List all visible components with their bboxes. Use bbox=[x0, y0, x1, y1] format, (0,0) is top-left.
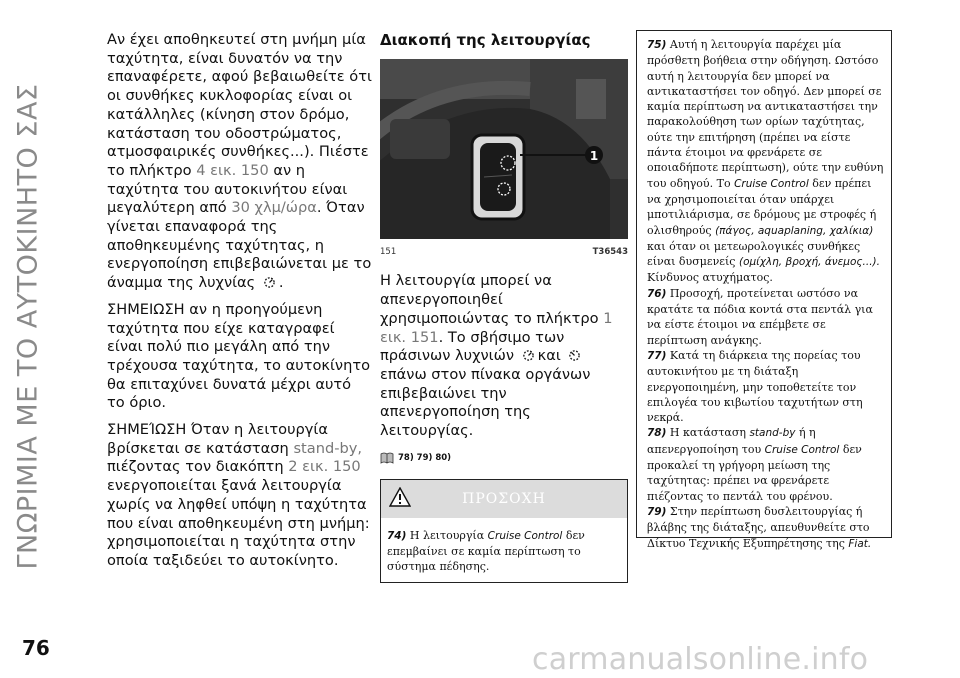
cruise-control-lamp-icon bbox=[262, 276, 277, 288]
figure-reference: 4 εικ. 150 bbox=[196, 161, 269, 179]
paragraph-note-previous-speed: ΣΗΜΕΙΩΣΗ αν η προηγούμενη ταχύτητα που είχε καταγραφεί είναι πολύ πιο μεγάλη από την τρέχουσα ταχύτητα, το αυτοκίνητο θα επιταχύνει δυνατά μέχρι αυτό το όριο. bbox=[107, 300, 371, 412]
text-span: Cruise Control bbox=[487, 530, 563, 543]
callout-number: 1 bbox=[589, 148, 599, 163]
text-span: ή η απενεργοποίηση του bbox=[647, 426, 816, 456]
note-75 bbox=[647, 37, 885, 286]
text-span: πιέζοντας τον διακόπτη bbox=[107, 458, 289, 476]
text-span: ΣΗΜΕΊΩΣΗ Όταν η λειτουργία βρίσκεται σε κατάσταση bbox=[107, 421, 328, 457]
column-2 bbox=[380, 31, 628, 583]
text-span: και όταν οι μετεωρολογικές συνθήκες είναι δυσμενείς bbox=[647, 239, 861, 269]
warning-body bbox=[381, 518, 627, 582]
side-chapter-title bbox=[8, 16, 48, 636]
speed-value: 30 χλμ/ώρα bbox=[231, 199, 317, 217]
text-span: Προσοχή, προτείνεται ωστόσο να κρατάτε τα πόδια κοντά στα πεντάλ για να είστε έτοιμοι να επέμβετε σε περίπτωση ανάγκης. bbox=[647, 286, 873, 347]
text-span: stand-by bbox=[749, 427, 796, 440]
notes-box bbox=[636, 30, 892, 550]
text-span: δεν επεμβαίνει σε καμία περίπτωση το σύστημα πέδησης. bbox=[387, 529, 585, 574]
side-title-text: ΓΝΩΡΙΜΙΑ ΜΕ ΤΟ ΑΥΤΟΚΙΝΗΤΟ ΣΑΣ bbox=[12, 83, 44, 569]
text-span: Η λειτουργία bbox=[406, 529, 488, 543]
text-span: Cruise Control bbox=[734, 177, 809, 190]
figure-code: T36543 bbox=[592, 246, 628, 257]
warning-triangle-icon bbox=[389, 487, 411, 507]
note-number: 75) bbox=[647, 39, 667, 51]
figure-reference: 1 εικ. 151 bbox=[380, 309, 613, 346]
note-number: 76) bbox=[647, 287, 667, 300]
paragraph-deactivation bbox=[380, 272, 628, 440]
note-76 bbox=[647, 286, 885, 348]
text-span: (ομίχλη, βροχή, άνεμος...). bbox=[738, 256, 880, 269]
note-number: 77) bbox=[647, 349, 667, 362]
figure-steering-wheel-switch bbox=[380, 59, 628, 239]
text-span: Στην περίπτωση δυσλειτουργίας ή βλάβης της διάταξης, απευθυνθείτε στο Δίκτυο Τεχνικής Εξυπηρέτησης της bbox=[647, 504, 870, 550]
warning-header bbox=[381, 480, 627, 518]
note-number: 78) bbox=[647, 427, 667, 440]
text-span: Fiat. bbox=[848, 537, 872, 550]
warning-box bbox=[380, 479, 628, 583]
warning-title: ΠΡΟΣΟΧΗ bbox=[462, 491, 546, 508]
text-span: και bbox=[537, 347, 561, 365]
text-span: δεν πρέπει να χρησιμοποιείται όταν υπάρχει μποτιλιάρισμα, σε δρόμους με στροφές ή ολισθηρούς bbox=[647, 176, 877, 237]
speed-limiter-lamp-icon bbox=[567, 349, 582, 361]
figure-caption bbox=[380, 243, 628, 262]
text-span: . Όταν γίνεται επαναφορά της αποθηκευμένης ταχύτητας, η ενεργοποίηση επιβεβαιώνεται με το άναμμα της λυχνίας bbox=[107, 199, 372, 292]
figure-number: 151 bbox=[380, 246, 397, 257]
paragraph-note-standby bbox=[107, 421, 372, 571]
text-span: Κατά τη διάρκεια της πορείας του αυτοκινήτου με τη διάταξη ενεργοποιημένη, μην τοποθετείτε τον επιλογέα του κιβωτίου ταχυτήτων στη νεκρά. bbox=[647, 348, 863, 425]
cruise-control-lamp-icon bbox=[521, 349, 536, 361]
text-span: Η λειτουργία μπορεί να απενεργοποιηθεί χρησιμοποιώντας το πλήκτρο bbox=[380, 272, 604, 327]
note-number: 79) bbox=[647, 505, 667, 518]
text-span: Αν έχει αποθηκευτεί στη μνήμη μία ταχύτητα, είναι δυνατόν να την επαναφέρετε, αφού βεβαιωθείτε ότι οι συνθήκες κυκλοφορίας είναι οι κατάλληλες (κίνηση στον δρόμο, κατάσταση του οδοστρώματος, ατμοσφαιρικές συνθήκες...). Πιέστε το πλήκτρο bbox=[107, 31, 372, 179]
book-icon bbox=[380, 452, 394, 464]
paragraph-resume-speed bbox=[107, 31, 372, 293]
text-span: (πάγος, aquaplaning, χαλίκια) bbox=[715, 224, 874, 237]
standby-term: stand-by, bbox=[293, 439, 363, 457]
text-span: αν η ταχύτητα του αυτοκινήτου είναι μεγαλύτερη από bbox=[107, 161, 348, 217]
text-span: ενεργοποιείται ξανά λειτουργία χωρίς να ληφθεί υπόψη η ταχύτητα που είναι αποθηκευμένη στη μνήμη: χρησιμοποιείται η ταχύτητα στην οποία ταξιδεύει το αυτοκίνητο. bbox=[107, 477, 370, 569]
text-span: επάνω στον πίνακα οργάνων επιβεβαιώνει την απενεργοποίηση της λειτουργίας. bbox=[380, 365, 591, 440]
note-77 bbox=[647, 348, 885, 425]
text-span: δεν προκαλεί τη γρήγορη μείωση της ταχύτητας: πρέπει να φρενάρετε πιέζοντας το πεντάλ του φρένου. bbox=[647, 442, 862, 503]
text-span: Κίνδυνος ατυχήματος. bbox=[647, 271, 773, 285]
notes-reference bbox=[380, 449, 628, 468]
column-1 bbox=[107, 31, 372, 579]
section-title: Διακοπή της λειτουργίας bbox=[380, 31, 591, 49]
text-span: . bbox=[278, 274, 284, 292]
text-span: Η κατάσταση bbox=[666, 426, 750, 440]
text-span: . Το σβήσιμο των πράσινων λυχνιών bbox=[380, 328, 565, 365]
notes-reference-text: 78) 79) 80) bbox=[398, 452, 452, 463]
text-span: Αυτή η λειτουργία παρέχει μία πρόσθετη βοήθεια στην οδήγηση. Ωστόσο αυτή η λειτουργία δεν μπορεί να αντικαταστήσει τον οδηγό. Δεν μπορεί σε καμία περίπτωση να αντικαταστήσει την παρακολούθηση των ορίων ταχύτητας, ούτε την επιτήρηση (πρέπει να είστε πάντα έτοιμοι να φρενάρετε σε οποιαδήποτε περίπτωση), ούτε την ευθύνη του οδηγού. Το bbox=[647, 38, 884, 190]
note-79 bbox=[647, 504, 885, 552]
note-78 bbox=[647, 425, 885, 503]
text-span: Cruise Control bbox=[764, 443, 840, 456]
warning-number: 74) bbox=[387, 530, 407, 543]
figure-reference: 2 εικ. 150 bbox=[288, 458, 361, 476]
watermark: carmanualsonline.info bbox=[532, 642, 869, 677]
steering-wheel-illustration bbox=[380, 59, 628, 239]
page-number: 76 bbox=[22, 636, 50, 660]
